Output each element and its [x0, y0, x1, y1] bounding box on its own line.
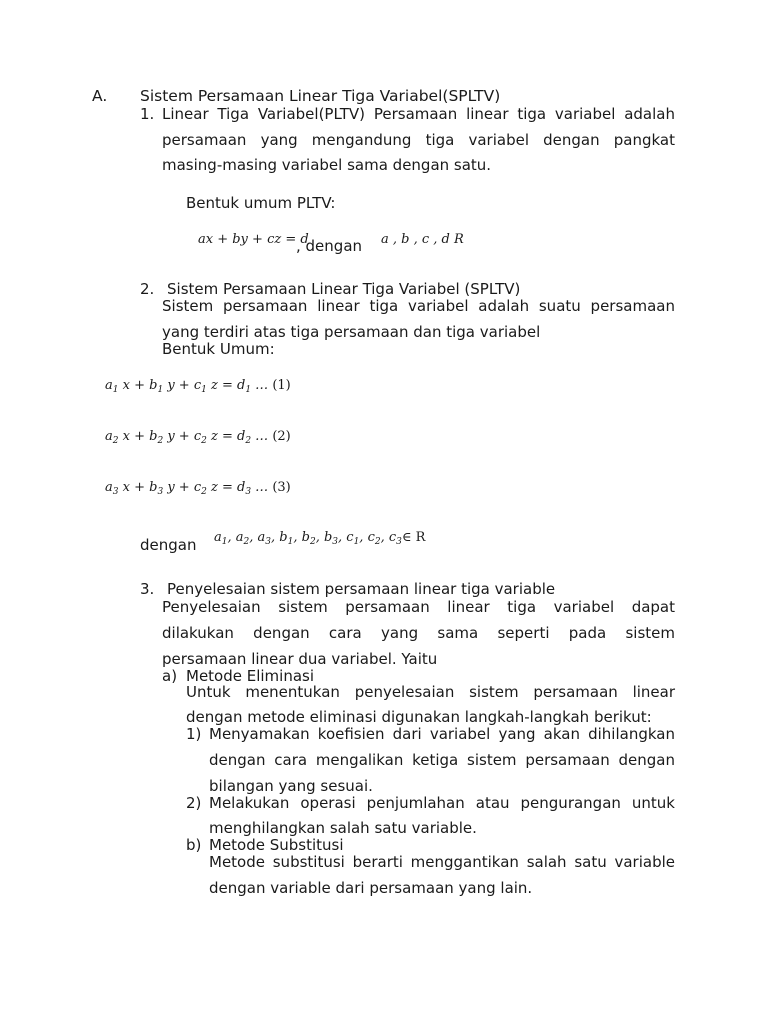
item1-number: 1.	[140, 105, 155, 123]
item3-line-3: persamaan linear dua variabel. Yaitu	[162, 650, 438, 668]
item3b-title: Metode Substitusi	[209, 836, 344, 854]
item1-line-1: Linear Tiga Variabel(PLTV) Persamaan linear tiga variabel adalah	[162, 105, 675, 123]
item3a-title: Metode Eliminasi	[186, 667, 315, 685]
step2-number: 2)	[186, 794, 202, 812]
item2-title: Sistem Persamaan Linear Tiga Variabel (SPLTV)	[167, 280, 521, 298]
item3b-line-2: dengan variable dari persamaan yang lain.	[209, 879, 533, 897]
item3-title: Penyelesaian sistem persamaan linear tiga variable	[167, 580, 556, 598]
item1-domain: a , b , c , d R	[381, 232, 464, 247]
item1-bentuk-label: Bentuk umum PLTV:	[186, 194, 336, 212]
item1-line-2: persamaan yang mengandung tiga variabel dengan pangkat	[162, 131, 675, 149]
item3a-label: a)	[162, 667, 178, 685]
step1-line-3: bilangan yang sesuai.	[209, 777, 373, 795]
step2-line-1: Melakukan operasi penjumlahan atau pengurangan untuk	[209, 794, 675, 812]
item3-number: 3.	[140, 580, 155, 598]
item3b-line-1: Metode substitusi berarti menggantikan salah satu variable	[209, 853, 675, 871]
item2-line-2: yang terdiri atas tiga persamaan dan tiga variabel	[162, 323, 541, 341]
item1-line-3: masing-masing variabel sama dengan satu.	[162, 156, 492, 174]
item3-line-1: Penyelesaian sistem persamaan linear tiga variabel dapat	[162, 598, 675, 616]
item3b-label: b)	[186, 836, 202, 854]
item3-line-2: dilakukan dengan cara yang sama seperti pada sistem	[162, 624, 675, 642]
section-title: Sistem Persamaan Linear Tiga Variabel(SPLTV)	[140, 87, 501, 105]
step2-line-2: menghilangkan salah satu variable.	[209, 819, 477, 837]
item2-line-1: Sistem persamaan linear tiga variabel adalah suatu persamaan	[162, 297, 675, 315]
step1-line-2: dengan cara mengalikan ketiga sistem persamaan dengan	[209, 751, 675, 769]
item1-dengan: , dengan	[296, 237, 363, 255]
step1-number: 1)	[186, 725, 202, 743]
equation-1: $a_1$ $x + b_1$ $y + c_1$ $z = d_1$ … (1)	[105, 378, 291, 395]
equation-2: $a_2$ $x + b_2$ $y + c_2$ $z = d_2$ … (2)	[105, 429, 291, 446]
item3a-line-2: dengan metode eliminasi digunakan langkah-langkah berikut:	[186, 708, 652, 726]
equation-3: $a_3$ $x + b_3$ $y + c_2$ $z = d_3$ … (3)	[105, 480, 291, 497]
item2-bentuk-label: Bentuk Umum:	[162, 340, 275, 358]
item2-domain: $a_1$, $a_2$, $a_3$, $b_1$, $b_2$, $b_3$, $c_1$, $c_2$, $c_3\in$ R	[214, 530, 426, 547]
section-letter: A.	[92, 87, 108, 105]
step1-line-1: Menyamakan koefisien dari variabel yang akan dihilangkan	[209, 725, 675, 743]
item3a-line-1: Untuk menentukan penyelesaian sistem persamaan linear	[186, 683, 675, 701]
item2-number: 2.	[140, 280, 155, 298]
item1-formula: ax + by + cz = d	[198, 232, 309, 247]
item2-dengan: dengan	[140, 536, 197, 554]
